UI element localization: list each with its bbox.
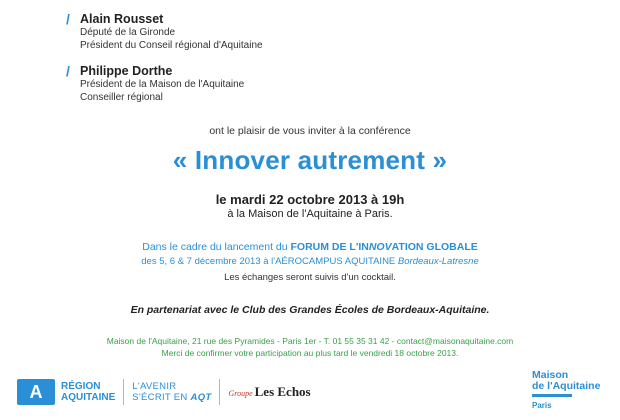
partnership-line: En partenariat avec le Club des Grandes Écoles de Bordeaux-Aquitaine. [130, 304, 490, 316]
partner-logos [17, 378, 311, 406]
event-venue: à la Maison de l'Aquitaine à Paris. [227, 208, 393, 220]
host-name: Alain Rousset [80, 12, 164, 26]
forum-name: FORUM DE L'INNOVATION GLOBALE [290, 241, 478, 253]
aquitaine-logo-icon: A [17, 379, 55, 405]
slash-icon: / [66, 63, 70, 79]
cocktail-note: Les échanges seront suivis d'un cocktail. [224, 272, 396, 283]
host-title: Président du Conseil régional d'Aquitaine [80, 39, 263, 51]
event-date: le mardi 22 octobre 2013 à 19h [215, 192, 405, 207]
host-title: Conseiller régional [80, 91, 163, 103]
maison-aquitaine-logo: Maison de l'Aquitaine Paris [532, 369, 601, 410]
host-name: Philippe Dorthe [80, 64, 173, 78]
slash-icon: / [66, 11, 70, 27]
context-line-2: des 5, 6 & 7 décembre 2013 à l'AÉROCAMPUS AQUITAINE Bordeaux-Latresne [141, 256, 479, 267]
context-line-1: Dans le cadre du lancement du FORUM DE L'INNOVATION GLOBALE [142, 241, 478, 253]
host-2 [66, 64, 426, 104]
logo-divider [219, 379, 220, 405]
logo-underline [532, 394, 572, 397]
host-1 [66, 12, 426, 52]
host-title: Député de la Gironde [80, 27, 176, 38]
event-place: Bordeaux-Latresne [397, 256, 479, 267]
logo-divider [123, 379, 124, 405]
host-title: Président de la Maison de l'Aquitaine [80, 79, 245, 90]
footer-address: Maison de l'Aquitaine, 21 rue des Pyramides - Paris 1er - T. 01 55 35 31 42 - contact@maisonaquitaine.com [106, 336, 514, 346]
invitation-intro: ont le plaisir de vous inviter à la conférence [209, 125, 411, 137]
conference-title: « Innover autrement » [172, 145, 448, 175]
les-echos-logo: Groupe Les Echos [228, 384, 311, 399]
hosts-block [66, 12, 426, 116]
region-aquitaine-logo: RÉGION AQUITAINE [61, 381, 116, 403]
footer-confirm: Merci de confirmer votre participation au plus tard le vendredi 18 octobre 2013. [161, 348, 459, 358]
avenir-logo: L'AVENIR S'ÉCRIT EN AQT [132, 381, 212, 403]
